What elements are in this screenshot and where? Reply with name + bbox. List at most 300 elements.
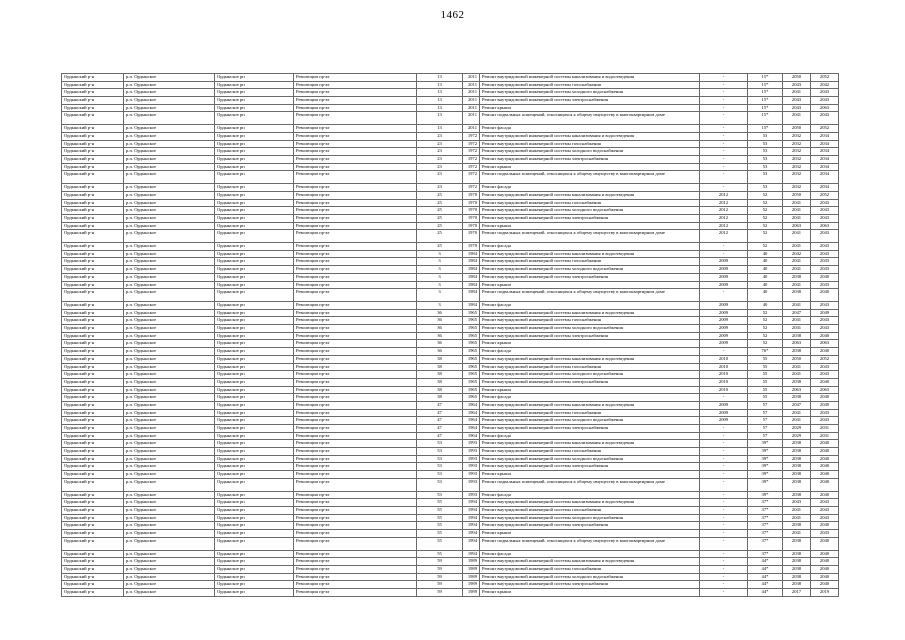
wear-cell: 55 <box>748 371 783 379</box>
last-repair-year-cell: 2009 <box>700 309 748 317</box>
district-cell: Ордынский р-н <box>62 491 124 499</box>
wear-cell: 37* <box>748 499 783 507</box>
house-number-cell: 36 <box>417 309 463 317</box>
wear-cell: 57 <box>748 401 783 409</box>
wear-cell: 53 <box>748 132 783 140</box>
table-row <box>62 332 839 340</box>
plan-start-year-cell: 2041 <box>783 207 811 215</box>
district-cell: Ордынский р-н <box>62 148 124 156</box>
repair-type-cell: Ремонт внутридомовой инженерной системы электроснабжения <box>480 581 700 589</box>
table-row <box>62 581 839 589</box>
build-year-cell: 1993 <box>463 471 480 479</box>
table-row <box>62 74 839 82</box>
settlement-cell: р.п. Ордынское <box>124 184 215 192</box>
plan-start-year-cell: 2041 <box>783 199 811 207</box>
wear-cell: 52 <box>748 309 783 317</box>
plan-start-year-cell: 2038 <box>783 455 811 463</box>
house-number-cell: 13 <box>417 81 463 89</box>
street-cell: Революции пр-кт <box>294 155 417 163</box>
table-row <box>62 448 839 456</box>
municipality-cell: Ордынское рп <box>215 394 294 402</box>
last-repair-year-cell: 2009 <box>700 401 748 409</box>
district-cell: Ордынский р-н <box>62 378 124 386</box>
table-row <box>62 112 839 125</box>
repair-type-cell: Ремонт крыши <box>480 386 700 394</box>
municipality-cell: Ордынское рп <box>215 171 294 184</box>
last-repair-year-cell: 2009 <box>700 273 748 281</box>
repair-type-cell: Ремонт внутридомовой инженерной системы канализования и водоотведения <box>480 499 700 507</box>
table-row <box>62 207 839 215</box>
last-repair-year-cell: 2010 <box>700 386 748 394</box>
table-row <box>62 132 839 140</box>
last-repair-year-cell: - <box>700 455 748 463</box>
house-number-cell: 23 <box>417 148 463 156</box>
district-cell: Ордынский р-н <box>62 222 124 230</box>
repair-type-cell: Ремонт внутридомовой инженерной системы канализования и водоотведения <box>480 440 700 448</box>
house-number-cell: 25 <box>417 230 463 243</box>
street-cell: Революции пр-кт <box>294 97 417 105</box>
municipality-cell: Ордынское рп <box>215 463 294 471</box>
repair-type-cell: Ремонт внутридомовой инженерной системы канализования и водоотведения <box>480 132 700 140</box>
plan-start-year-cell: 2063 <box>783 386 811 394</box>
settlement-cell: р.п. Ордынское <box>124 104 215 112</box>
last-repair-year-cell: 2012 <box>700 191 748 199</box>
municipality-cell: Ордынское рп <box>215 363 294 371</box>
district-cell: Ордынский р-н <box>62 325 124 333</box>
repair-type-cell: Ремонт крыши <box>480 471 700 479</box>
district-cell: Ордынский р-н <box>62 455 124 463</box>
street-cell: Революции пр-кт <box>294 125 417 133</box>
table-row <box>62 401 839 409</box>
settlement-cell: р.п. Ордынское <box>124 378 215 386</box>
repair-type-cell: Ремонт внутридомовой инженерной системы газоснабжения <box>480 506 700 514</box>
wear-cell: 40 <box>748 266 783 274</box>
district-cell: Ордынский р-н <box>62 258 124 266</box>
house-number-cell: 13 <box>417 125 463 133</box>
last-repair-year-cell: 2009 <box>700 332 748 340</box>
plan-start-year-cell: 2041 <box>783 266 811 274</box>
plan-end-year-cell: 2019 <box>811 588 839 596</box>
wear-cell: 15* <box>748 81 783 89</box>
build-year-cell: 1984 <box>463 250 480 258</box>
plan-end-year-cell: 2040 <box>811 550 839 558</box>
build-year-cell: 1993 <box>463 478 480 491</box>
repair-type-cell: Ремонт внутридомовой инженерной системы холодного водоснабжения <box>480 514 700 522</box>
municipality-cell: Ордынское рп <box>215 573 294 581</box>
repair-type-cell: Ремонт фасада <box>480 184 700 192</box>
build-year-cell: 1972 <box>463 163 480 171</box>
house-number-cell: 59 <box>417 581 463 589</box>
house-number-cell: 25 <box>417 214 463 222</box>
plan-end-year-cell: 2040 <box>811 581 839 589</box>
house-number-cell: 55 <box>417 499 463 507</box>
settlement-cell: р.п. Ордынское <box>124 163 215 171</box>
district-cell: Ордынский р-н <box>62 386 124 394</box>
plan-end-year-cell: 2052 <box>811 74 839 82</box>
wear-cell: 52 <box>748 317 783 325</box>
street-cell: Революции пр-кт <box>294 258 417 266</box>
last-repair-year-cell: 2012 <box>700 222 748 230</box>
house-number-cell: 53 <box>417 448 463 456</box>
last-repair-year-cell: - <box>700 348 748 356</box>
last-repair-year-cell: - <box>700 104 748 112</box>
table-row <box>62 409 839 417</box>
repair-type-cell: Ремонт подвальных помещений, относящихся к общему имуществу в многоквартирном доме <box>480 478 700 491</box>
plan-start-year-cell: 2032 <box>783 140 811 148</box>
build-year-cell: 1970 <box>463 222 480 230</box>
settlement-cell: р.п. Ордынское <box>124 199 215 207</box>
repair-type-cell: Ремонт внутридомовой инженерной системы электроснабжения <box>480 425 700 433</box>
repair-type-cell: Ремонт крыши <box>480 340 700 348</box>
repair-type-cell: Ремонт внутридомовой инженерной системы канализования и водоотведения <box>480 250 700 258</box>
last-repair-year-cell: 2012 <box>700 199 748 207</box>
wear-cell: 39* <box>748 440 783 448</box>
settlement-cell: р.п. Ордынское <box>124 432 215 440</box>
last-repair-year-cell: 2010 <box>700 378 748 386</box>
house-number-cell: 38 <box>417 355 463 363</box>
house-number-cell: 38 <box>417 371 463 379</box>
table-row <box>62 537 839 550</box>
wear-cell: 57 <box>748 432 783 440</box>
repair-type-cell: Ремонт внутридомовой инженерной системы канализования и водоотведения <box>480 558 700 566</box>
municipality-cell: Ордынское рп <box>215 417 294 425</box>
wear-cell: 15* <box>748 74 783 82</box>
plan-start-year-cell: 2038 <box>783 289 811 302</box>
table-row <box>62 371 839 379</box>
build-year-cell: 1993 <box>463 491 480 499</box>
plan-end-year-cell: 2043 <box>811 499 839 507</box>
plan-start-year-cell: 2032 <box>783 148 811 156</box>
street-cell: Революции пр-кт <box>294 448 417 456</box>
street-cell: Революции пр-кт <box>294 148 417 156</box>
plan-start-year-cell: 2038 <box>783 491 811 499</box>
district-cell: Ордынский р-н <box>62 588 124 596</box>
table-row <box>62 104 839 112</box>
plan-end-year-cell: 2040 <box>811 463 839 471</box>
district-cell: Ордынский р-н <box>62 506 124 514</box>
settlement-cell: р.п. Ордынское <box>124 478 215 491</box>
wear-cell: 39* <box>748 448 783 456</box>
house-number-cell: 36 <box>417 317 463 325</box>
last-repair-year-cell: - <box>700 463 748 471</box>
build-year-cell: 2011 <box>463 104 480 112</box>
last-repair-year-cell: - <box>700 97 748 105</box>
street-cell: Революции пр-кт <box>294 565 417 573</box>
wear-cell: 52 <box>748 214 783 222</box>
settlement-cell: р.п. Ордынское <box>124 417 215 425</box>
municipality-cell: Ордынское рп <box>215 207 294 215</box>
settlement-cell: р.п. Ордынское <box>124 302 215 310</box>
house-number-cell: 3 <box>417 302 463 310</box>
build-year-cell: 1993 <box>463 455 480 463</box>
last-repair-year-cell: - <box>700 171 748 184</box>
plan-start-year-cell: 2032 <box>783 163 811 171</box>
house-number-cell: 25 <box>417 199 463 207</box>
settlement-cell: р.п. Ордынское <box>124 425 215 433</box>
street-cell: Революции пр-кт <box>294 530 417 538</box>
settlement-cell: р.п. Ордынское <box>124 455 215 463</box>
settlement-cell: р.п. Ордынское <box>124 506 215 514</box>
wear-cell: 39* <box>748 491 783 499</box>
settlement-cell: р.п. Ордынское <box>124 371 215 379</box>
page-number: 1462 <box>440 9 465 21</box>
build-year-cell: 1984 <box>463 302 480 310</box>
settlement-cell: р.п. Ордынское <box>124 74 215 82</box>
street-cell: Революции пр-кт <box>294 266 417 274</box>
wear-cell: 15* <box>748 97 783 105</box>
district-cell: Ордынский р-н <box>62 250 124 258</box>
plan-start-year-cell: 2041 <box>783 281 811 289</box>
district-cell: Ордынский р-н <box>62 371 124 379</box>
plan-start-year-cell: 2038 <box>783 565 811 573</box>
build-year-cell: 1994 <box>463 537 480 550</box>
street-cell: Революции пр-кт <box>294 581 417 589</box>
table-row <box>62 478 839 491</box>
house-number-cell: 47 <box>417 401 463 409</box>
repair-type-cell: Ремонт внутридомовой инженерной системы электроснабжения <box>480 273 700 281</box>
wear-cell: 37* <box>748 530 783 538</box>
last-repair-year-cell: 2009 <box>700 302 748 310</box>
table-row <box>62 125 839 133</box>
last-repair-year-cell: - <box>700 132 748 140</box>
last-repair-year-cell: - <box>700 432 748 440</box>
house-number-cell: 59 <box>417 558 463 566</box>
plan-end-year-cell: 2052 <box>811 125 839 133</box>
street-cell: Революции пр-кт <box>294 317 417 325</box>
settlement-cell: р.п. Ордынское <box>124 530 215 538</box>
table-row <box>62 558 839 566</box>
plan-end-year-cell: 2043 <box>811 199 839 207</box>
wear-cell: 15* <box>748 89 783 97</box>
repair-type-cell: Ремонт крыши <box>480 588 700 596</box>
district-cell: Ордынский р-н <box>62 514 124 522</box>
plan-end-year-cell: 2049 <box>811 309 839 317</box>
table-row <box>62 363 839 371</box>
table-row <box>62 266 839 274</box>
table-row <box>62 378 839 386</box>
repair-type-cell: Ремонт фасада <box>480 550 700 558</box>
build-year-cell: 1972 <box>463 140 480 148</box>
last-repair-year-cell: - <box>700 491 748 499</box>
last-repair-year-cell: - <box>700 289 748 302</box>
municipality-cell: Ордынское рп <box>215 425 294 433</box>
municipality-cell: Ордынское рп <box>215 522 294 530</box>
district-cell: Ордынский р-н <box>62 97 124 105</box>
house-number-cell: 23 <box>417 184 463 192</box>
district-cell: Ордынский р-н <box>62 191 124 199</box>
municipality-cell: Ордынское рп <box>215 355 294 363</box>
wear-cell: 39* <box>748 471 783 479</box>
district-cell: Ордынский р-н <box>62 581 124 589</box>
house-number-cell: 55 <box>417 506 463 514</box>
settlement-cell: р.п. Ордынское <box>124 81 215 89</box>
repair-type-cell: Ремонт фасада <box>480 243 700 251</box>
district-cell: Ордынский р-н <box>62 140 124 148</box>
house-number-cell: 3 <box>417 266 463 274</box>
district-cell: Ордынский р-н <box>62 440 124 448</box>
last-repair-year-cell: 2009 <box>700 258 748 266</box>
table-row <box>62 302 839 310</box>
wear-cell: 52 <box>748 340 783 348</box>
plan-end-year-cell: 2043 <box>811 207 839 215</box>
municipality-cell: Ордынское рп <box>215 478 294 491</box>
wear-cell: 37* <box>748 537 783 550</box>
settlement-cell: р.п. Ордынское <box>124 340 215 348</box>
wear-cell: 55 <box>748 363 783 371</box>
settlement-cell: р.п. Ордынское <box>124 514 215 522</box>
build-year-cell: 2011 <box>463 125 480 133</box>
house-number-cell: 25 <box>417 222 463 230</box>
settlement-cell: р.п. Ордынское <box>124 550 215 558</box>
wear-cell: 52 <box>748 191 783 199</box>
house-number-cell: 23 <box>417 140 463 148</box>
table-row <box>62 425 839 433</box>
wear-cell: 53 <box>748 155 783 163</box>
plan-start-year-cell: 2032 <box>783 132 811 140</box>
table-row <box>62 289 839 302</box>
wear-cell: 44* <box>748 573 783 581</box>
district-cell: Ордынский р-н <box>62 425 124 433</box>
last-repair-year-cell: - <box>700 243 748 251</box>
plan-end-year-cell: 2040 <box>811 378 839 386</box>
street-cell: Революции пр-кт <box>294 199 417 207</box>
municipality-cell: Ордынское рп <box>215 432 294 440</box>
table-row <box>62 514 839 522</box>
street-cell: Революции пр-кт <box>294 214 417 222</box>
build-year-cell: 1972 <box>463 148 480 156</box>
build-year-cell: 2011 <box>463 74 480 82</box>
street-cell: Революции пр-кт <box>294 432 417 440</box>
municipality-cell: Ордынское рп <box>215 471 294 479</box>
street-cell: Революции пр-кт <box>294 163 417 171</box>
settlement-cell: р.п. Ордынское <box>124 440 215 448</box>
table-row <box>62 565 839 573</box>
district-cell: Ордынский р-н <box>62 104 124 112</box>
district-cell: Ордынский р-н <box>62 471 124 479</box>
district-cell: Ордынский р-н <box>62 89 124 97</box>
build-year-cell: 1970 <box>463 243 480 251</box>
repair-type-cell: Ремонт внутридомовой инженерной системы газоснабжения <box>480 317 700 325</box>
table-row <box>62 499 839 507</box>
last-repair-year-cell: - <box>700 522 748 530</box>
wear-cell: 57 <box>748 425 783 433</box>
repair-type-cell: Ремонт внутридомовой инженерной системы электроснабжения <box>480 378 700 386</box>
table-row <box>62 348 839 356</box>
street-cell: Революции пр-кт <box>294 355 417 363</box>
house-number-cell: 53 <box>417 478 463 491</box>
house-number-cell: 36 <box>417 325 463 333</box>
table-row <box>62 309 839 317</box>
build-year-cell: 1984 <box>463 266 480 274</box>
table-row <box>62 386 839 394</box>
wear-cell: 52 <box>748 199 783 207</box>
repair-type-cell: Ремонт внутридомовой инженерной системы газоснабжения <box>480 199 700 207</box>
district-cell: Ордынский р-н <box>62 207 124 215</box>
build-year-cell: 1964 <box>463 401 480 409</box>
settlement-cell: р.п. Ордынское <box>124 230 215 243</box>
repair-type-cell: Ремонт внутридомовой инженерной системы холодного водоснабжения <box>480 371 700 379</box>
settlement-cell: р.п. Ордынское <box>124 258 215 266</box>
table-row <box>62 340 839 348</box>
plan-start-year-cell: 2043 <box>783 81 811 89</box>
build-year-cell: 1972 <box>463 184 480 192</box>
municipality-cell: Ордынское рп <box>215 281 294 289</box>
district-cell: Ордынский р-н <box>62 332 124 340</box>
build-year-cell: 1965 <box>463 340 480 348</box>
municipality-cell: Ордынское рп <box>215 125 294 133</box>
plan-end-year-cell: 2040 <box>811 332 839 340</box>
build-year-cell: 1994 <box>463 506 480 514</box>
last-repair-year-cell: - <box>700 581 748 589</box>
district-cell: Ордынский р-н <box>62 302 124 310</box>
build-year-cell: 1970 <box>463 191 480 199</box>
repair-type-cell: Ремонт подвальных помещений, относящихся к общему имуществу в многоквартирном доме <box>480 171 700 184</box>
repair-type-cell: Ремонт внутридомовой инженерной системы холодного водоснабжения <box>480 89 700 97</box>
district-cell: Ордынский р-н <box>62 281 124 289</box>
plan-start-year-cell: 2029 <box>783 425 811 433</box>
last-repair-year-cell: 2009 <box>700 266 748 274</box>
street-cell: Революции пр-кт <box>294 74 417 82</box>
last-repair-year-cell: 2009 <box>700 409 748 417</box>
build-year-cell: 1972 <box>463 155 480 163</box>
plan-start-year-cell: 2032 <box>783 171 811 184</box>
last-repair-year-cell: - <box>700 550 748 558</box>
municipality-cell: Ордынское рп <box>215 97 294 105</box>
house-number-cell: 3 <box>417 273 463 281</box>
repair-type-cell: Ремонт внутридомовой инженерной системы канализования и водоотведения <box>480 191 700 199</box>
plan-start-year-cell: 2042 <box>783 250 811 258</box>
build-year-cell: 1993 <box>463 448 480 456</box>
house-number-cell: 3 <box>417 258 463 266</box>
plan-end-year-cell: 2043 <box>811 243 839 251</box>
plan-end-year-cell: 2043 <box>811 363 839 371</box>
wear-cell: 40 <box>748 302 783 310</box>
settlement-cell: р.п. Ордынское <box>124 386 215 394</box>
district-cell: Ордынский р-н <box>62 273 124 281</box>
last-repair-year-cell: - <box>700 112 748 125</box>
street-cell: Революции пр-кт <box>294 281 417 289</box>
settlement-cell: р.п. Ордынское <box>124 281 215 289</box>
table-row <box>62 148 839 156</box>
municipality-cell: Ордынское рп <box>215 491 294 499</box>
build-year-cell: 1965 <box>463 309 480 317</box>
street-cell: Революции пр-кт <box>294 289 417 302</box>
municipality-cell: Ордынское рп <box>215 371 294 379</box>
house-number-cell: 55 <box>417 514 463 522</box>
settlement-cell: р.п. Ордынское <box>124 207 215 215</box>
wear-cell: 37* <box>748 522 783 530</box>
municipality-cell: Ордынское рп <box>215 514 294 522</box>
wear-cell: 44* <box>748 588 783 596</box>
municipality-cell: Ордынское рп <box>215 302 294 310</box>
settlement-cell: р.п. Ордынское <box>124 325 215 333</box>
district-cell: Ордынский р-н <box>62 448 124 456</box>
settlement-cell: р.п. Ордынское <box>124 222 215 230</box>
repair-type-cell: Ремонт внутридомовой инженерной системы холодного водоснабжения <box>480 455 700 463</box>
build-year-cell: 2011 <box>463 112 480 125</box>
plan-end-year-cell: 2040 <box>811 471 839 479</box>
plan-end-year-cell: 2043 <box>811 112 839 125</box>
district-cell: Ордынский р-н <box>62 155 124 163</box>
repair-type-cell: Ремонт фасада <box>480 125 700 133</box>
district-cell: Ордынский р-н <box>62 112 124 125</box>
table-row <box>62 250 839 258</box>
settlement-cell: р.п. Ордынское <box>124 332 215 340</box>
house-number-cell: 3 <box>417 250 463 258</box>
last-repair-year-cell: 2012 <box>700 230 748 243</box>
repair-type-cell: Ремонт фасада <box>480 302 700 310</box>
plan-end-year-cell: 2052 <box>811 191 839 199</box>
